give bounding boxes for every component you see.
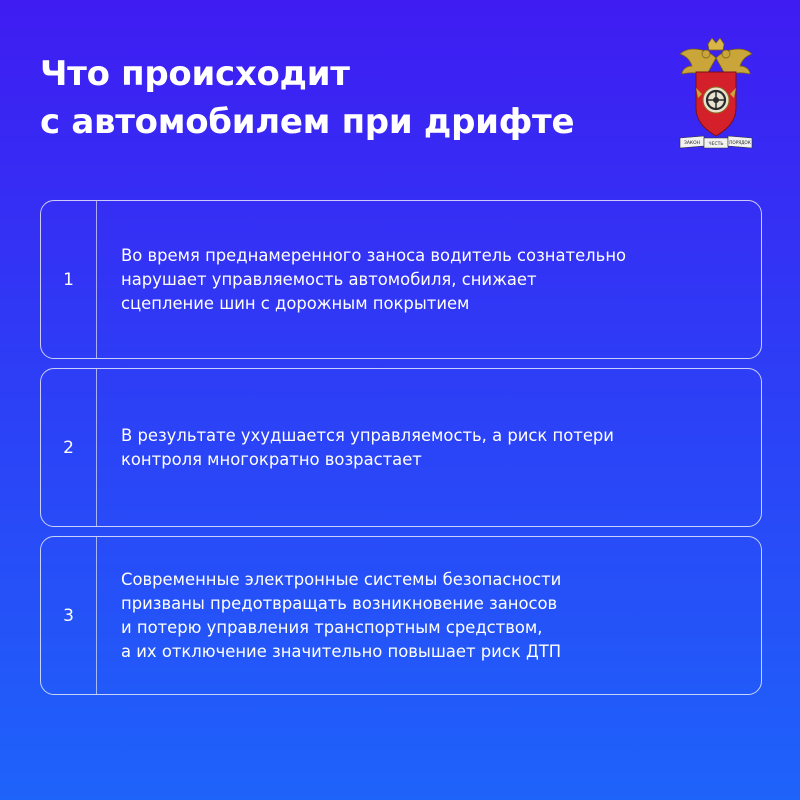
page-title <box>40 50 660 146</box>
cards-list <box>40 200 762 704</box>
card-3 <box>40 536 762 695</box>
title-line-2: с автомобилем при дрифте <box>40 102 575 142</box>
ribbon-text-2: ЧЕСТЬ <box>708 142 724 147</box>
police-emblem-icon <box>676 38 756 154</box>
card-text <box>97 201 761 358</box>
card-number: 3 <box>41 537 97 694</box>
card-text-line: Во время преднамеренного заноса водитель сознательно <box>121 245 627 265</box>
card-number: 2 <box>41 369 97 526</box>
card-text-line: контроля многократно возрастает <box>121 449 422 469</box>
card-number: 1 <box>41 201 97 358</box>
card-text-line: и потерю управления транспортным средством, <box>121 617 543 637</box>
title-line-1: Что происходит <box>40 54 350 94</box>
ribbon-text-1: ЗАКОН <box>683 141 701 146</box>
card-text-line: сцепление шин с дорожным покрытием <box>121 293 470 313</box>
card-text-line: нарушает управляемость автомобиля, снижает <box>121 269 537 289</box>
ribbon-text-3: ПОРЯДОК <box>729 140 751 145</box>
card-text <box>97 369 761 526</box>
card-text-line: а их отключение значительно повышает риск ДТП <box>121 641 562 661</box>
card-1 <box>40 200 762 359</box>
card-text-line: В результате ухудшается управляемость, а риск потери <box>121 425 614 445</box>
card-text <box>97 537 761 694</box>
card-text-line: призваны предотвращать возникновение заносов <box>121 593 558 613</box>
card-text-line: Современные электронные системы безопасности <box>121 569 562 589</box>
card-2 <box>40 368 762 527</box>
